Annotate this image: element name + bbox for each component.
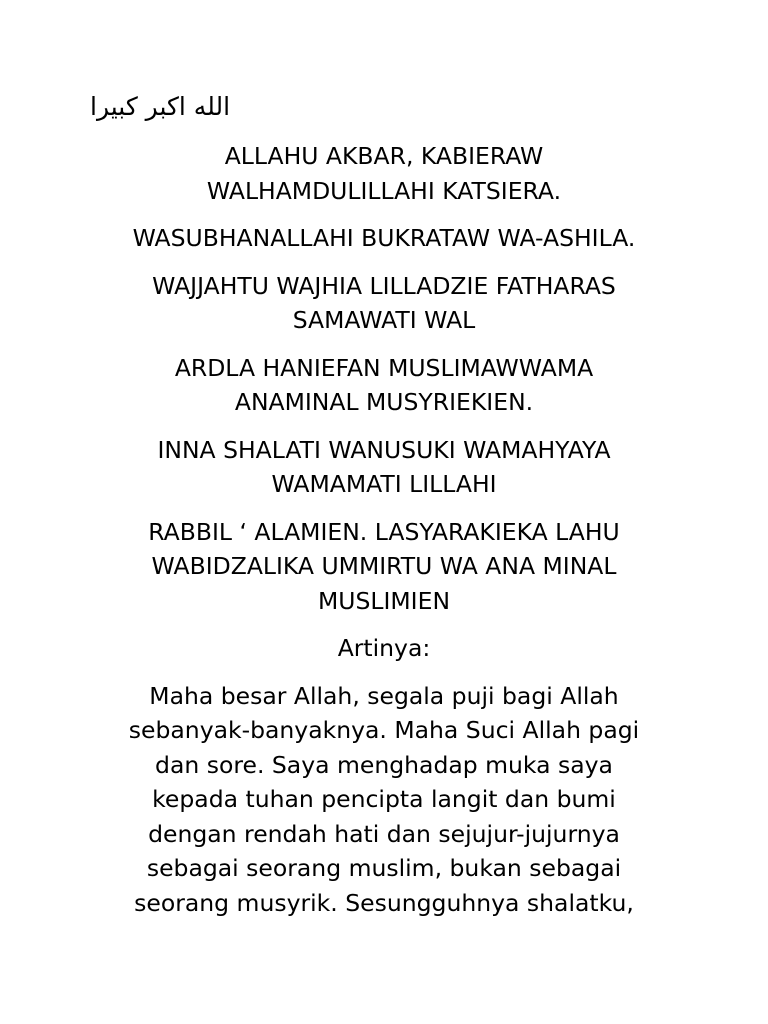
text-line: MUSLIMIEN <box>317 586 451 615</box>
paragraph <box>96 515 672 619</box>
paragraph <box>96 631 672 666</box>
arabic-heading: الله اكبر كبيرا <box>90 92 231 121</box>
paragraph <box>96 433 672 502</box>
text-line: RABBIL ‘ ALAMIEN. LASYARAKIEKA LAHU <box>148 517 620 546</box>
text-line: WAJJAHTU WAJHIA LILLADZIE FATHARAS <box>152 271 616 300</box>
paragraph <box>96 139 672 208</box>
text-line: ARDLA HANIEFAN MUSLIMAWWAMA <box>174 353 594 382</box>
text-line: kepada tuhan pencipta langit dan bumi <box>152 785 616 813</box>
text-line: dan sore. Saya menghadap muka saya <box>155 750 613 779</box>
text-line: WAMAMATI LILLAHI <box>271 470 497 498</box>
text-line: WASUBHANALLAHI BUKRATAW WA-ASHILA. <box>132 224 636 252</box>
text-line: dengan rendah hati dan sejujur-jujurnya <box>148 819 620 848</box>
paragraph <box>96 221 672 256</box>
paragraph <box>96 351 672 420</box>
text-line: WABIDZALIKA UMMIRTU WA ANA MINAL <box>151 552 617 580</box>
text-line: sebagai seorang muslim, bukan sebagai <box>146 854 622 882</box>
paragraph <box>96 269 672 338</box>
text-line: Maha besar Allah, segala puji bagi Allah <box>149 681 619 710</box>
text-line: seorang musyrik. Sesungguhnya shalatku, <box>134 888 634 917</box>
text-line: Artinya: <box>337 634 431 662</box>
text-line: SAMAWATI WAL <box>292 306 476 334</box>
document-body <box>96 139 672 933</box>
text-line: ANAMINAL MUSYRIEKIEN. <box>234 388 534 416</box>
paragraph <box>96 679 672 921</box>
text-line: sebanyak-banyaknya. Maha Suci Allah pagi <box>128 716 640 744</box>
text-line: WALHAMDULILLAHI KATSIERA. <box>206 176 562 205</box>
text-line: ALLAHU AKBAR, KABIERAW <box>224 142 544 170</box>
text-line: INNA SHALATI WANUSUKI WAMAHYAYA <box>157 435 611 464</box>
